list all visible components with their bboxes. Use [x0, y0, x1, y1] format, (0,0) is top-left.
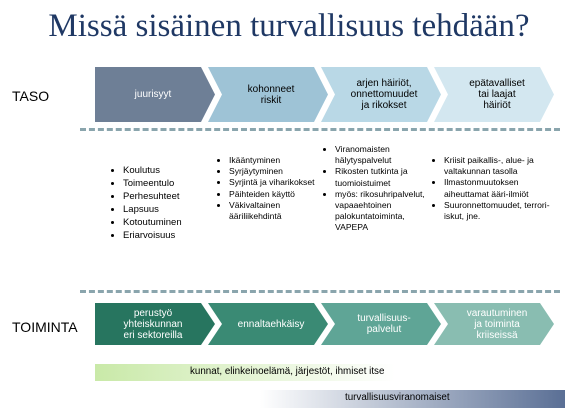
- list-item: • Syrjäytyminen: [229, 166, 318, 177]
- taso-step-label: epätavalliset tai laajat häiriöt: [469, 78, 525, 111]
- list-item: • Koulutus: [123, 164, 222, 177]
- society-bar-label: kunnat, elinkeinoelämä, järjestöt, ihmiset itse: [190, 366, 385, 377]
- toiminta-step-label: varautuminen ja toiminta kriiseissä: [466, 307, 528, 341]
- column-everyday-disturbances: [324, 144, 428, 234]
- row-label-toiminta: TOIMINTA: [12, 319, 78, 335]
- taso-step-label: juurisyyt: [134, 89, 172, 100]
- taso-step-label: arjen häiriöt, onnettomuudet ja rikokset: [350, 78, 418, 111]
- list-item: • Päihteiden käyttö: [229, 189, 318, 200]
- column-elevated-risks: [218, 155, 318, 222]
- list-item: • Toimeentulo: [123, 177, 222, 190]
- taso-step-label: kohonneet riskit: [247, 83, 295, 106]
- list-item: • Kotoutuminen: [123, 216, 222, 229]
- authorities-bar-label: turvallisuusviranomaiset: [345, 392, 450, 403]
- list-item: • Suuronnettomuudet, terrori-iskut, jne.: [444, 200, 563, 222]
- divider-bottom: [80, 290, 560, 293]
- list-item: • Eriarvoisuus: [123, 229, 222, 242]
- list-item: • Väkivaltainen ääriliikehdintä: [229, 200, 318, 222]
- list-item: • Kriisit paikallis-, alue- ja valtakunnan tasolla: [444, 155, 563, 177]
- toiminta-step-label: turvallisuus- palvelut: [357, 313, 411, 335]
- list-item: • Rikosten tutkinta ja tuomioistuimet: [335, 166, 428, 188]
- list-item: • Viranomaisten hälytyspalvelut: [335, 144, 428, 166]
- list-item: • Ilmastonmuutoksen aiheuttamat ääri-ilmiöt: [444, 177, 563, 199]
- column-root-causes: [112, 164, 222, 242]
- toiminta-step-label: perustyö yhteiskunnan eri sektoreilla: [123, 307, 183, 341]
- list-item: • myös: rikosuhripalvelut, vapaaehtoinen palokuntatoiminta, VAPEPA: [335, 189, 428, 234]
- divider-top: [80, 128, 560, 131]
- row-label-taso: TASO: [12, 88, 50, 104]
- list-item: • Syrjintä ja viharikokset: [229, 177, 318, 188]
- toiminta-step-label: ennaltaehkäisy: [237, 318, 305, 330]
- list-item: • Perhesuhteet: [123, 190, 222, 203]
- list-item: • Lapsuus: [123, 203, 222, 216]
- page-title: Missä sisäinen turvallisuus tehdään?: [48, 8, 530, 44]
- list-item: • Ikääntyminen: [229, 155, 318, 166]
- column-exceptional-disturbances: [433, 155, 563, 222]
